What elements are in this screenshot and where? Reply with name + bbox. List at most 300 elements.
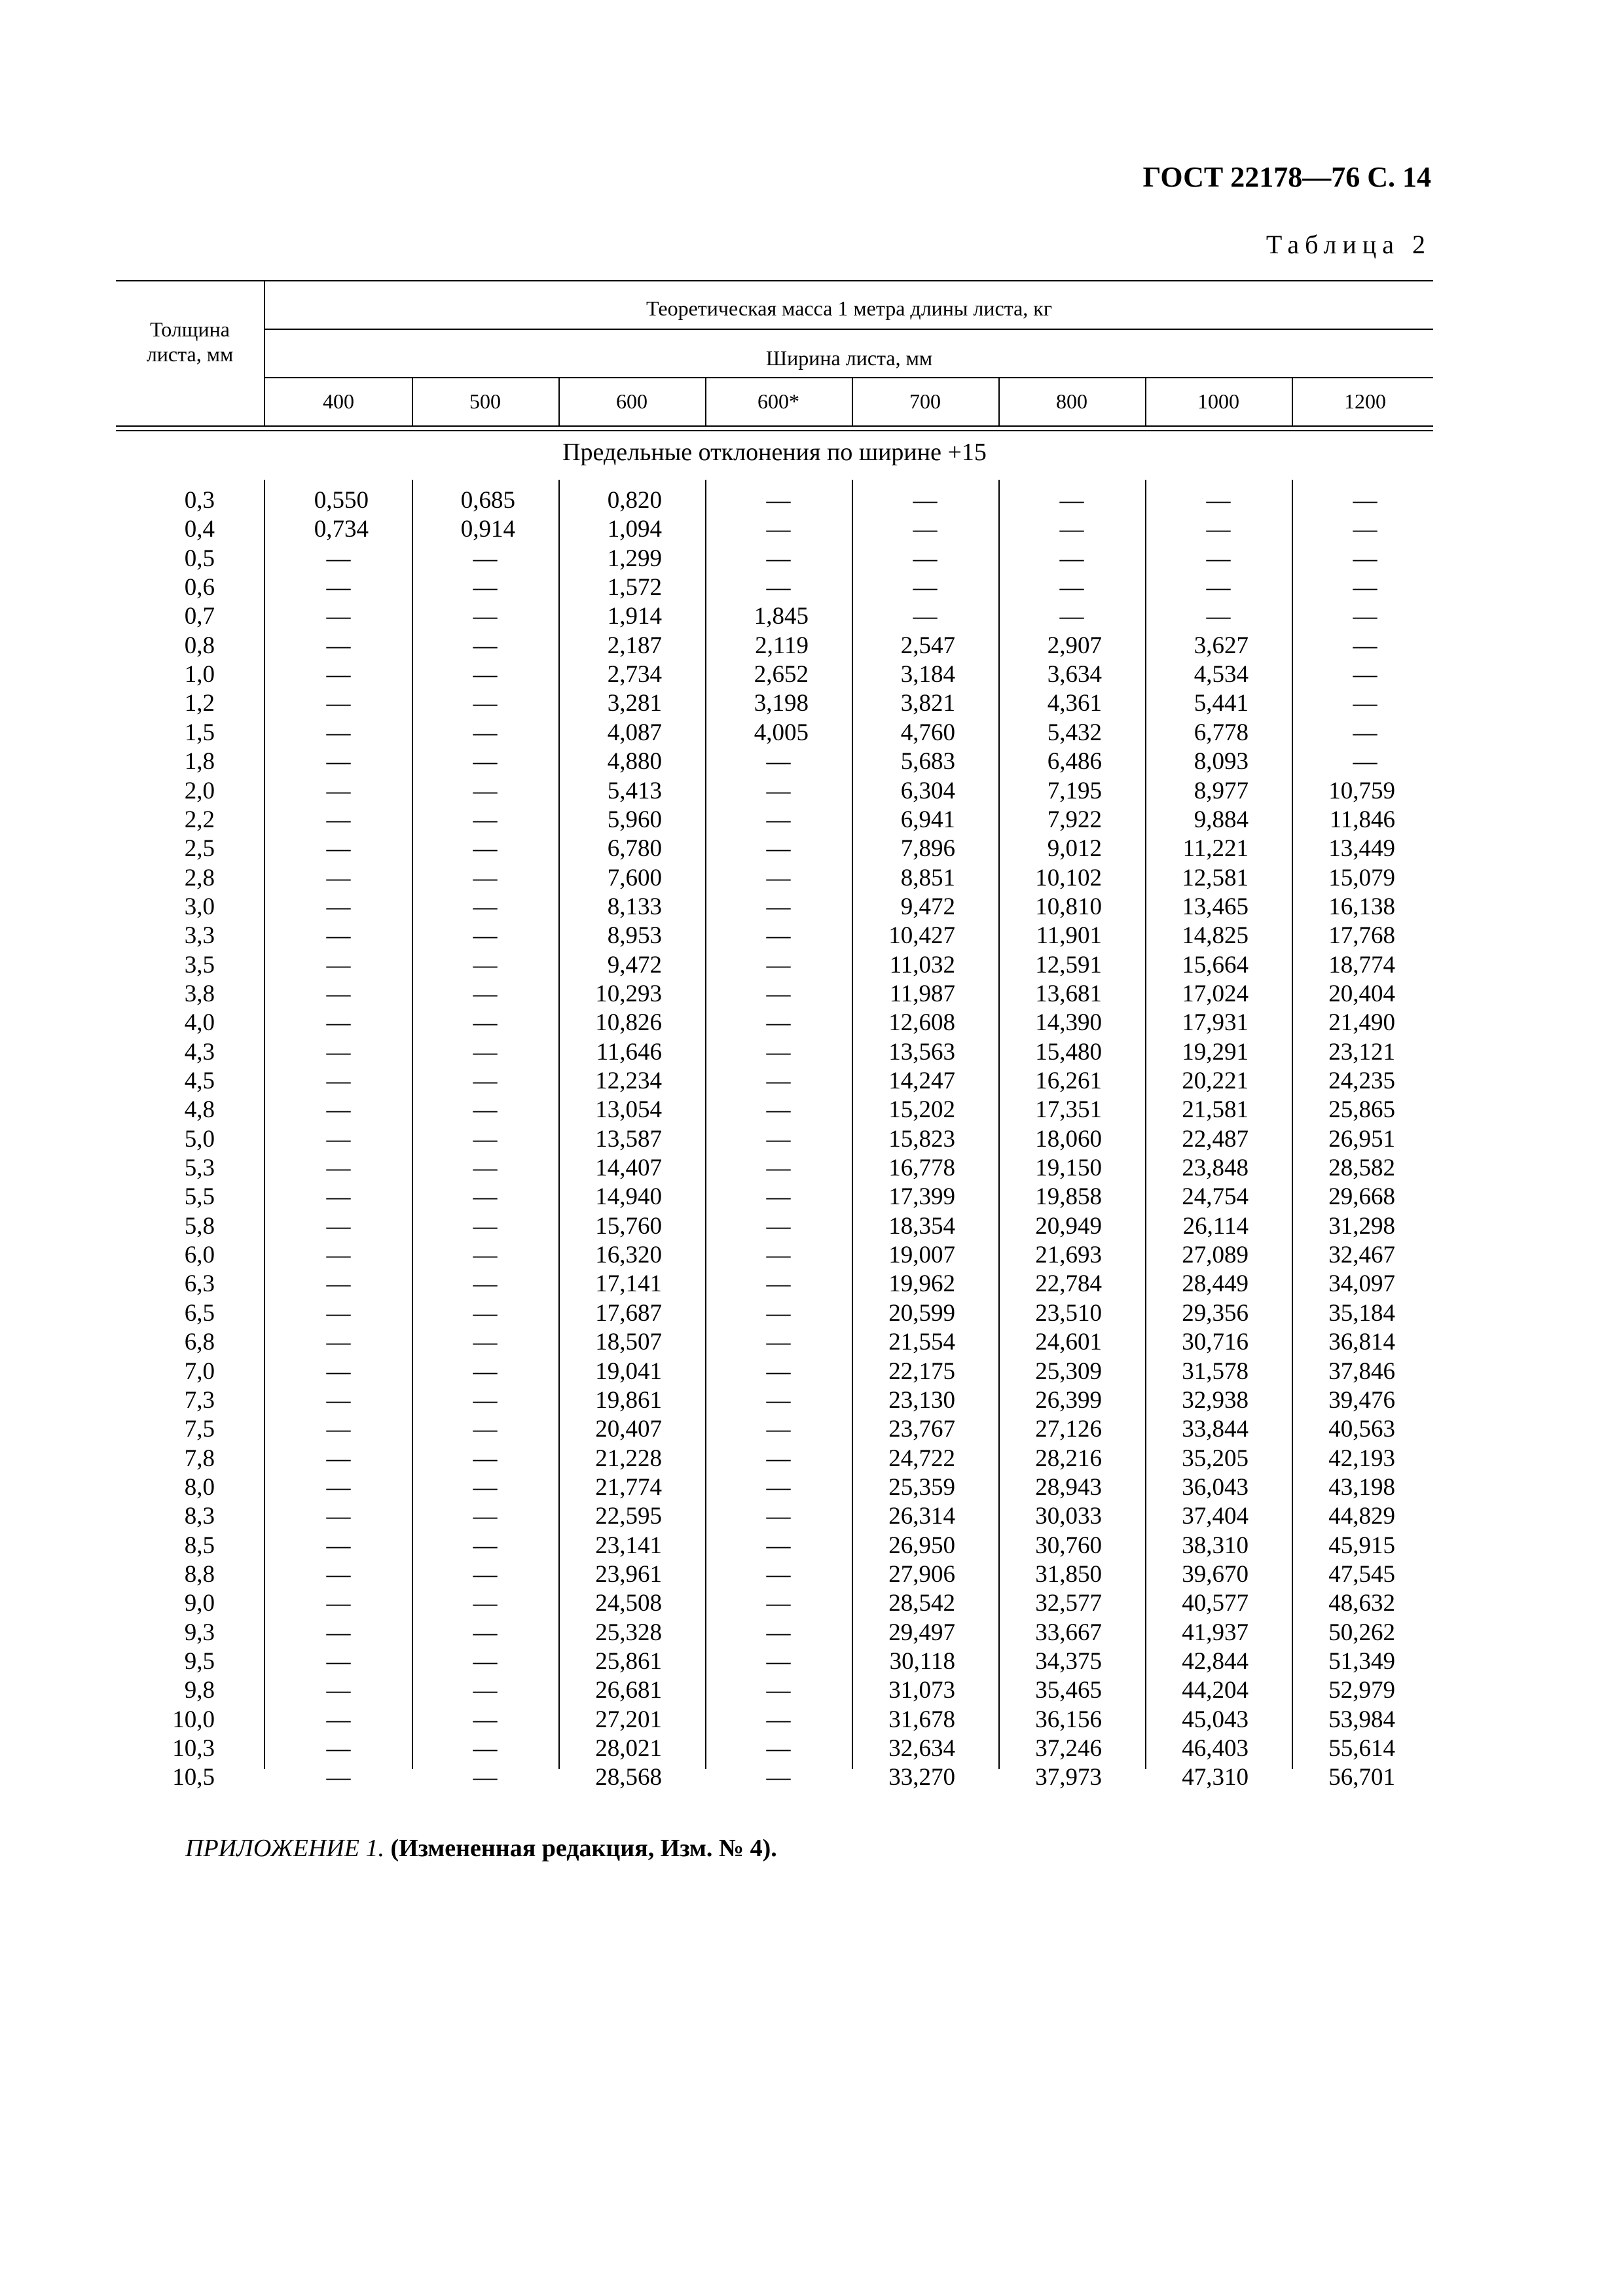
table-row [116, 573, 1433, 602]
mass-cell: 33,844 [1182, 1416, 1249, 1443]
mass-cell: 29,497 [888, 1619, 955, 1646]
mass-cell: — [326, 1560, 351, 1588]
mass-cell: 11,901 [1036, 922, 1102, 950]
mass-cell: 26,314 [888, 1503, 955, 1530]
mass-cell: — [766, 1386, 791, 1414]
mass-cell: 6,941 [900, 806, 955, 833]
mass-cell: — [473, 1212, 498, 1240]
thickness-cell: 5,0 [184, 1125, 215, 1153]
mass-cell: — [326, 1735, 351, 1763]
mass-cell: — [326, 1473, 351, 1501]
mass-cell: 1,299 [607, 545, 662, 572]
thickness-cell: 0,6 [184, 574, 215, 601]
mass-cell: — [766, 1096, 791, 1124]
table-row [116, 1473, 1433, 1502]
mass-cell: — [326, 1386, 351, 1414]
table-row [116, 1357, 1433, 1386]
thickness-cell: 2,8 [184, 864, 215, 891]
mass-cell: — [326, 1067, 351, 1094]
mass-cell: 3,281 [607, 690, 662, 717]
mass-cell: 1,572 [607, 574, 662, 601]
mass-cell: 15,480 [1035, 1038, 1102, 1066]
mass-cell: 31,850 [1035, 1560, 1102, 1588]
thickness-cell: 10,0 [172, 1706, 215, 1733]
mass-cell: — [766, 748, 791, 776]
mass-cell: 33,667 [1035, 1619, 1102, 1646]
thickness-cell: 5,3 [184, 1155, 215, 1182]
thickness-cell: 2,0 [184, 777, 215, 804]
table-row [116, 1154, 1433, 1183]
mass-cell: — [473, 922, 498, 950]
mass-cell: — [766, 1009, 791, 1037]
mass-cell: 46,403 [1182, 1735, 1249, 1763]
mass-cell: 21,693 [1035, 1242, 1102, 1269]
mass-cell: — [766, 1299, 791, 1327]
mass-cell: — [766, 545, 791, 572]
mass-cell: 18,774 [1328, 951, 1395, 978]
mass-cell: 9,472 [607, 951, 662, 978]
group-header: Теоретическая масса 1 метра длины листа, кг [646, 296, 1052, 320]
mass-cell: 31,678 [888, 1706, 955, 1733]
width-header: 1000 [1197, 389, 1239, 413]
column-divider [998, 378, 1000, 427]
mass-cell: — [913, 487, 938, 514]
mass-cell: 4,534 [1194, 661, 1249, 689]
mass-cell: — [1353, 603, 1377, 630]
mass-cell: 0,820 [607, 487, 662, 514]
thickness-cell: 9,0 [184, 1590, 215, 1617]
mass-cell: 37,246 [1035, 1735, 1102, 1763]
mass-cell: — [766, 1155, 791, 1182]
thickness-cell: 6,5 [184, 1299, 215, 1327]
mass-cell: 17,687 [595, 1299, 662, 1327]
mass-cell: — [1059, 487, 1084, 514]
mass-cell: 51,349 [1328, 1648, 1395, 1675]
mass-cell: — [1059, 574, 1084, 601]
mass-cell: 38,310 [1182, 1532, 1249, 1559]
mass-cell: — [326, 1125, 351, 1153]
mass-cell: 31,298 [1328, 1212, 1395, 1240]
mass-cell: — [326, 1270, 351, 1298]
mass-cell: 17,768 [1328, 922, 1395, 950]
table-row [116, 864, 1433, 893]
mass-cell: 10,293 [595, 980, 662, 1007]
mass-cell: 18,354 [888, 1212, 955, 1240]
mass-cell: 16,138 [1328, 893, 1395, 920]
mass-cell: 0,550 [314, 487, 369, 514]
table-row [116, 1299, 1433, 1328]
thickness-cell: 0,4 [184, 516, 215, 543]
thickness-cell: 6,0 [184, 1242, 215, 1269]
thickness-cell: 7,8 [184, 1444, 215, 1472]
mass-cell: 26,399 [1035, 1386, 1102, 1414]
width-header: 800 [1056, 389, 1087, 413]
mass-cell: — [766, 1125, 791, 1153]
mass-cell: 26,950 [888, 1532, 955, 1559]
mass-cell: — [1353, 690, 1377, 717]
mass-cell: — [326, 1444, 351, 1472]
table-row [116, 1676, 1433, 1705]
mass-cell: 26,114 [1182, 1212, 1249, 1240]
mass-cell: 5,432 [1047, 719, 1102, 746]
table-row [116, 1734, 1433, 1763]
mass-cell: 8,093 [1194, 748, 1249, 776]
mass-cell: — [473, 1532, 498, 1559]
table-row [116, 1067, 1433, 1096]
thickness-cell: 8,0 [184, 1473, 215, 1501]
mass-cell: 9,472 [900, 893, 955, 920]
table-row [116, 719, 1433, 747]
table-row [116, 632, 1433, 660]
mass-cell: — [1353, 487, 1377, 514]
table-row [116, 515, 1433, 544]
mass-cell: 35,184 [1328, 1299, 1395, 1327]
mass-cell: 24,601 [1035, 1329, 1102, 1356]
mass-cell: — [766, 1067, 791, 1094]
mass-cell: 13,681 [1035, 980, 1102, 1007]
mass-cell: 28,021 [595, 1735, 662, 1763]
mass-cell: 16,320 [595, 1242, 662, 1269]
mass-cell: — [473, 1560, 498, 1588]
mass-cell: 5,960 [607, 806, 662, 833]
mass-cell: 21,581 [1182, 1096, 1249, 1124]
mass-cell: — [326, 1212, 351, 1240]
mass-cell: — [913, 574, 938, 601]
mass-cell: 14,247 [888, 1067, 955, 1094]
mass-cell: 34,375 [1035, 1648, 1102, 1675]
mass-cell: — [473, 1242, 498, 1269]
width-header: 600* [757, 389, 799, 413]
mass-cell: 41,937 [1182, 1619, 1249, 1646]
mass-cell: — [473, 893, 498, 920]
mass-cell: 11,646 [596, 1038, 662, 1066]
thickness-cell: 3,5 [184, 951, 215, 978]
mass-cell: 21,774 [595, 1473, 662, 1501]
mass-cell: 32,467 [1328, 1242, 1395, 1269]
thickness-cell: 8,5 [184, 1532, 215, 1559]
mass-cell: 28,542 [888, 1590, 955, 1617]
mass-cell: — [1206, 574, 1231, 601]
mass-cell: — [473, 1270, 498, 1298]
mass-cell: — [326, 951, 351, 978]
thickness-cell: 6,8 [184, 1329, 215, 1356]
mass-cell: 30,716 [1182, 1329, 1249, 1356]
thickness-cell: 0,8 [184, 632, 215, 659]
mass-cell: 24,722 [888, 1444, 955, 1472]
mass-cell: 13,563 [888, 1038, 955, 1066]
mass-cell: — [473, 632, 498, 659]
mass-cell: 7,600 [607, 864, 662, 891]
mass-cell: — [326, 748, 351, 776]
mass-cell: — [1353, 545, 1377, 572]
mass-cell: 0,914 [460, 516, 515, 543]
mass-cell: 1,845 [754, 603, 809, 630]
mass-cell: 34,097 [1328, 1270, 1395, 1298]
mass-cell: 31,073 [888, 1677, 955, 1704]
mass-cell: — [473, 1329, 498, 1356]
table-header [116, 280, 1433, 427]
mass-cell: — [326, 806, 351, 833]
mass-cell: — [473, 1386, 498, 1414]
mass-cell: 27,201 [595, 1706, 662, 1733]
mass-cell: 28,568 [595, 1764, 662, 1791]
mass-cell: — [766, 806, 791, 833]
mass-cell: 6,304 [900, 777, 955, 804]
mass-cell: 50,262 [1328, 1619, 1395, 1646]
column-divider [852, 378, 853, 427]
mass-cell: 20,404 [1328, 980, 1395, 1007]
mass-cell: — [326, 1299, 351, 1327]
mass-cell: 32,634 [888, 1735, 955, 1763]
mass-cell: 37,404 [1182, 1503, 1249, 1530]
table-row [116, 1212, 1433, 1241]
mass-cell: 25,861 [595, 1648, 662, 1675]
mass-cell: 13,054 [595, 1096, 662, 1124]
mass-cell: 12,591 [1035, 951, 1102, 978]
footer-note [185, 1834, 777, 1863]
mass-cell: 25,328 [595, 1619, 662, 1646]
mass-cell: — [326, 574, 351, 601]
mass-cell: — [1353, 632, 1377, 659]
mass-cell: — [473, 1706, 498, 1733]
thickness-cell: 10,3 [172, 1735, 215, 1763]
mass-cell: — [766, 1444, 791, 1472]
thickness-cell: 9,8 [184, 1677, 215, 1704]
mass-cell: 56,701 [1328, 1764, 1395, 1791]
mass-cell: 27,089 [1182, 1242, 1249, 1269]
mass-cell: — [326, 719, 351, 746]
mass-cell: 14,940 [595, 1183, 662, 1211]
mass-cell: — [766, 1473, 791, 1501]
table-row [116, 777, 1433, 806]
mass-cell: — [1353, 516, 1377, 543]
mass-cell: 43,198 [1328, 1473, 1395, 1501]
mass-cell: 42,193 [1328, 1444, 1395, 1472]
mass-cell: 36,814 [1328, 1329, 1395, 1356]
mass-cell: — [473, 690, 498, 717]
mass-cell: — [326, 603, 351, 630]
mass-cell: — [766, 574, 791, 601]
mass-cell: — [326, 1503, 351, 1530]
thickness-cell: 7,0 [184, 1357, 215, 1385]
mass-cell: 8,133 [607, 893, 662, 920]
mass-cell: — [326, 1706, 351, 1733]
mass-cell: 5,413 [607, 777, 662, 804]
thickness-cell: 4,0 [184, 1009, 215, 1037]
mass-cell: — [473, 661, 498, 689]
mass-cell: 13,449 [1328, 835, 1395, 863]
mass-cell: 30,760 [1035, 1532, 1102, 1559]
mass-cell: 10,759 [1328, 777, 1395, 804]
mass-cell: — [766, 516, 791, 543]
mass-cell: — [766, 1735, 791, 1763]
mass-cell: 22,595 [595, 1503, 662, 1530]
mass-cell: 13,587 [595, 1125, 662, 1153]
mass-cell: — [766, 1357, 791, 1385]
mass-cell: — [326, 1357, 351, 1385]
mass-cell: — [766, 1183, 791, 1211]
mass-cell: — [473, 1619, 498, 1646]
mass-cell: 3,821 [900, 690, 955, 717]
mass-cell: 2,907 [1047, 632, 1102, 659]
mass-cell: 22,487 [1182, 1125, 1249, 1153]
width-header: 600 [616, 389, 647, 413]
mass-cell: — [473, 1735, 498, 1763]
mass-cell: — [473, 545, 498, 572]
mass-cell: 15,760 [595, 1212, 662, 1240]
mass-cell: — [473, 1155, 498, 1182]
mass-cell: 17,141 [595, 1270, 662, 1298]
weight-table [116, 280, 1433, 1791]
table-row [116, 1619, 1433, 1647]
mass-cell: — [326, 690, 351, 717]
column-divider [1292, 378, 1293, 427]
mass-cell: 19,861 [595, 1386, 662, 1414]
table-row [116, 602, 1433, 631]
mass-cell: 32,938 [1182, 1386, 1249, 1414]
mass-cell: 23,767 [888, 1416, 955, 1443]
mass-cell: 15,079 [1328, 864, 1395, 891]
mass-cell: 28,943 [1035, 1473, 1102, 1501]
mass-cell: — [326, 1590, 351, 1617]
mass-cell: — [1206, 603, 1231, 630]
thickness-cell: 7,5 [184, 1416, 215, 1443]
table-label: Таблица 2 [1266, 230, 1431, 259]
mass-cell: 12,581 [1182, 864, 1249, 891]
mass-cell: 18,060 [1035, 1125, 1102, 1153]
mass-cell: — [1206, 545, 1231, 572]
mass-cell: 35,205 [1182, 1444, 1249, 1472]
mass-cell: 44,204 [1182, 1677, 1249, 1704]
mass-cell: 29,356 [1182, 1299, 1249, 1327]
mass-cell: — [766, 893, 791, 920]
table-row [116, 834, 1433, 863]
column-divider [558, 378, 560, 427]
mass-cell: 8,953 [607, 922, 662, 950]
mass-cell: 42,844 [1182, 1648, 1249, 1675]
mass-cell: 26,951 [1328, 1125, 1395, 1153]
mass-cell: 3,634 [1047, 661, 1102, 689]
subgroup-header: Ширина листа, мм [765, 346, 933, 370]
column-divider [1145, 378, 1146, 427]
mass-cell: — [326, 1038, 351, 1066]
mass-cell: 4,087 [607, 719, 662, 746]
mass-cell: — [326, 1096, 351, 1124]
table-row [116, 893, 1433, 922]
mass-cell: 25,865 [1328, 1096, 1395, 1124]
mass-cell: 55,614 [1328, 1735, 1395, 1763]
mass-cell: — [766, 1329, 791, 1356]
mass-cell: — [766, 1619, 791, 1646]
mass-cell: — [913, 545, 938, 572]
mass-cell: 11,221 [1182, 835, 1249, 863]
mass-cell: 12,608 [888, 1009, 955, 1037]
mass-cell: 9,884 [1194, 806, 1249, 833]
mass-cell: 36,156 [1035, 1706, 1102, 1733]
mass-cell: 47,310 [1182, 1764, 1249, 1791]
mass-cell: 2,547 [900, 632, 955, 659]
mass-cell: — [766, 1648, 791, 1675]
mass-cell: 4,361 [1047, 690, 1102, 717]
mass-cell: 10,427 [888, 922, 955, 950]
mass-cell: 5,683 [900, 748, 955, 776]
table-row [116, 1096, 1433, 1124]
mass-cell: 15,202 [888, 1096, 955, 1124]
table-row [116, 1647, 1433, 1676]
thickness-cell: 3,3 [184, 922, 215, 950]
table-row [116, 922, 1433, 950]
mass-cell: — [473, 1503, 498, 1530]
mass-cell: — [473, 603, 498, 630]
mass-cell: 33,270 [888, 1764, 955, 1791]
mass-cell: 28,449 [1182, 1270, 1249, 1298]
mass-cell: 3,184 [900, 661, 955, 689]
thickness-cell: 1,8 [184, 748, 215, 776]
table-row [116, 1125, 1433, 1154]
mass-cell: 3,198 [754, 690, 809, 717]
mass-cell: — [766, 1590, 791, 1617]
mass-cell: 47,545 [1328, 1560, 1395, 1588]
mass-cell: — [473, 1590, 498, 1617]
mass-cell: 45,915 [1328, 1532, 1395, 1559]
mass-cell: — [326, 1329, 351, 1356]
mass-cell: — [326, 1155, 351, 1182]
mass-cell: — [473, 719, 498, 746]
mass-cell: 17,399 [888, 1183, 955, 1211]
mass-cell: 6,486 [1047, 748, 1102, 776]
mass-cell: 4,005 [754, 719, 809, 746]
mass-cell: — [473, 574, 498, 601]
mass-cell: 4,760 [900, 719, 955, 746]
mass-cell: 2,652 [754, 661, 809, 689]
mass-cell: 8,851 [900, 864, 955, 891]
thickness-cell: 2,5 [184, 835, 215, 863]
mass-cell: — [473, 1444, 498, 1472]
mass-cell: — [326, 1764, 351, 1791]
table-row [116, 806, 1433, 834]
table-row [116, 1532, 1433, 1560]
mass-cell: 5,441 [1194, 690, 1249, 717]
mass-cell: 39,476 [1328, 1386, 1395, 1414]
mass-cell: — [766, 1212, 791, 1240]
width-header: 1200 [1344, 389, 1386, 413]
width-header: 700 [909, 389, 941, 413]
mass-cell: — [326, 922, 351, 950]
mass-cell: 35,465 [1035, 1677, 1102, 1704]
mass-cell: 27,126 [1035, 1416, 1102, 1443]
mass-cell: 15,823 [888, 1125, 955, 1153]
table-row [116, 1328, 1433, 1357]
mass-cell: 7,896 [900, 835, 955, 863]
mass-cell: 48,632 [1328, 1590, 1395, 1617]
mass-cell: — [326, 893, 351, 920]
mass-cell: — [766, 1560, 791, 1588]
tolerance-note: Предельные отклонения по ширине +15 [562, 439, 987, 466]
mass-cell: — [326, 1416, 351, 1443]
mass-cell: 14,390 [1035, 1009, 1102, 1037]
mass-cell: 24,508 [595, 1590, 662, 1617]
table-row [116, 1763, 1433, 1792]
mass-cell: 8,977 [1194, 777, 1249, 804]
mass-cell: 21,490 [1328, 1009, 1395, 1037]
mass-cell: 0,685 [460, 487, 515, 514]
table-row [116, 1009, 1433, 1037]
mass-cell: — [1353, 748, 1377, 776]
mass-cell: 11,987 [889, 980, 955, 1007]
thickness-cell: 0,7 [184, 603, 215, 630]
mass-cell: — [473, 1096, 498, 1124]
mass-cell: — [766, 980, 791, 1007]
